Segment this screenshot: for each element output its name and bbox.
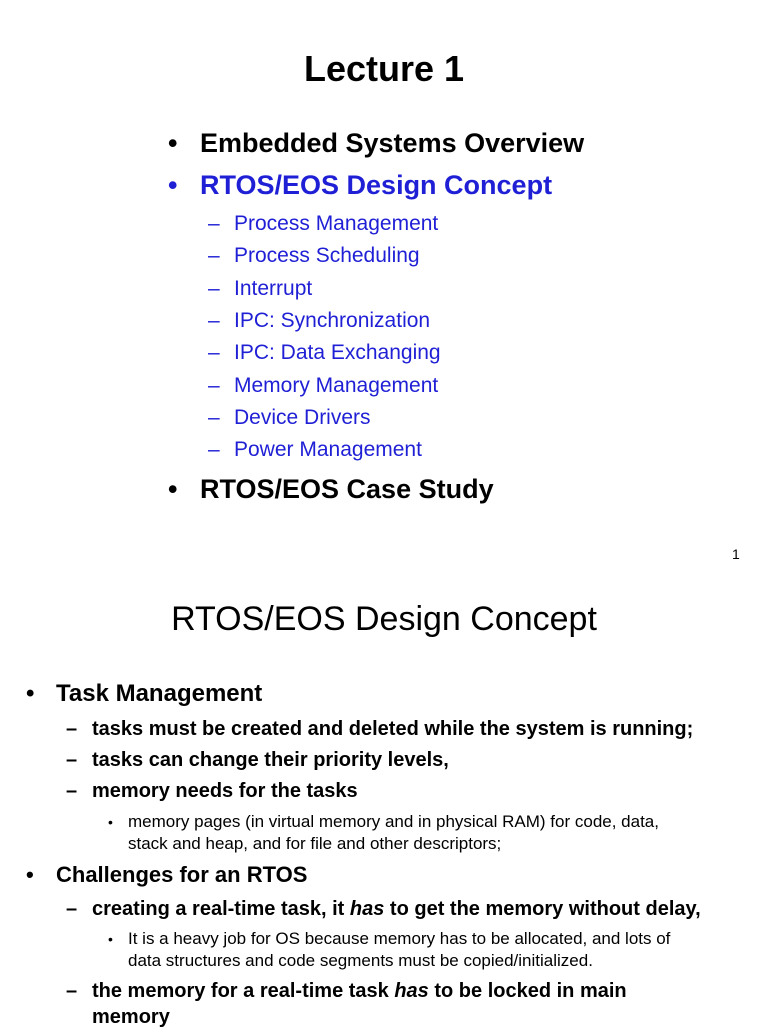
dash-icon: – — [208, 406, 220, 429]
item-text: tasks must be created and deleted while the system is running; — [92, 718, 694, 740]
bullet-icon: • — [108, 931, 113, 947]
sub-item-text: Process Management — [234, 212, 439, 235]
bullet-icon: • — [168, 474, 178, 504]
bullet-icon: • — [26, 680, 35, 707]
detail-line-1: It is a heavy job for OS because memory has to be allocated, and lots of — [128, 929, 671, 948]
sub-item-text: IPC: Data Exchanging — [234, 341, 441, 364]
dash-icon: – — [208, 277, 220, 300]
dash-icon: – — [66, 749, 78, 771]
item-text: memory needs for the tasks — [92, 780, 358, 802]
item-text — [92, 980, 627, 1003]
detail-line-1: memory pages (in virtual memory and in physical RAM) for code, data, — [128, 812, 659, 831]
dash-icon: – — [208, 374, 220, 397]
sub-item-text: Process Scheduling — [234, 244, 420, 267]
bullet-icon: • — [108, 814, 113, 830]
bullet-text: RTOS/EOS Design Concept — [200, 170, 553, 200]
item-text-pre: the memory for a real-time task — [92, 980, 395, 1002]
item-text-emphasis: has — [394, 980, 429, 1002]
bullet-icon: • — [168, 170, 178, 200]
item-text-emphasis: has — [349, 898, 385, 920]
heading-text: Challenges for an RTOS — [56, 862, 308, 887]
dash-icon: – — [208, 244, 220, 267]
dash-icon: – — [66, 980, 78, 1002]
slide-page-number: 1 — [732, 546, 740, 562]
bullet-icon: • — [26, 862, 34, 887]
sub-item-text: Memory Management — [234, 374, 439, 397]
dash-icon: – — [208, 212, 220, 235]
detail-line-2: data structures and code segments must be copied/initialized. — [128, 951, 593, 970]
item-text-line-2: memory — [92, 1006, 170, 1028]
bullet-text: Embedded Systems Overview — [200, 128, 585, 158]
sub-item-text: Device Drivers — [234, 406, 371, 429]
bullet-icon: • — [168, 128, 178, 158]
sub-item-text: Interrupt — [234, 277, 313, 300]
item-text-pre: creating a real-time task, it — [92, 898, 350, 920]
detail-line-2: stack and heap, and for file and other descriptors; — [128, 834, 502, 853]
slide2-title: RTOS/EOS Design Concept — [171, 600, 597, 638]
slide1-title: Lecture 1 — [303, 48, 465, 89]
sub-item-text: Power Management — [234, 438, 422, 461]
sub-item-text: IPC: Synchronization — [234, 309, 431, 332]
item-text-post: to get the memory without delay, — [384, 898, 701, 920]
item-text — [92, 898, 701, 921]
dash-icon: – — [208, 309, 220, 332]
dash-icon: – — [66, 780, 78, 802]
item-text: tasks can change their priority levels, — [92, 749, 449, 771]
heading-text: Task Management — [56, 680, 263, 707]
bullet-text: RTOS/EOS Case Study — [200, 474, 494, 504]
dash-icon: – — [208, 341, 220, 364]
dash-icon: – — [208, 438, 220, 461]
dash-icon: – — [66, 718, 78, 740]
item-text-post: to be locked in main — [428, 980, 627, 1002]
dash-icon: – — [66, 898, 78, 920]
